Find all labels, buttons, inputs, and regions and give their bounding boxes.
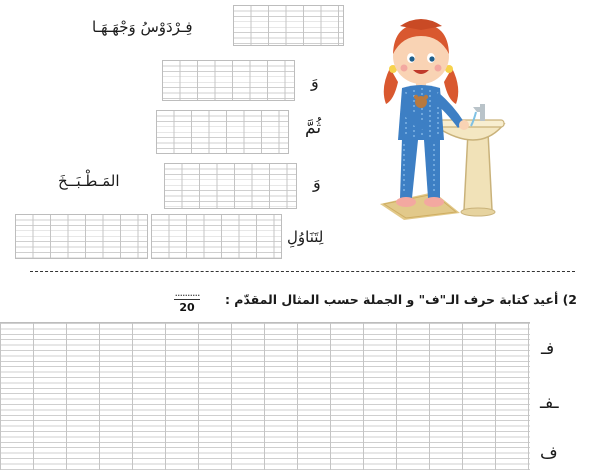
- practice-letter-final: ف: [540, 443, 558, 463]
- practice-letter-medial: ـفـ: [540, 393, 559, 413]
- sentence-word-6: لِتَنَاوُلِ: [287, 228, 324, 246]
- writing-grid-2[interactable]: [162, 60, 295, 101]
- writing-grid-1[interactable]: [233, 5, 344, 46]
- sentence-word-5: المَـطْـبَــخَ: [58, 172, 120, 190]
- question-2-title: 2) أعيد كتابة حرف الـ"ف" و الجملة حسب المثال المقدّم :: [224, 292, 577, 307]
- writing-grid-3[interactable]: [156, 110, 289, 154]
- writing-grid-5b[interactable]: [151, 214, 282, 259]
- sentence-word-1: فِـرْدَوْسُ وَجْهَـهَـا: [92, 18, 193, 36]
- sentence-word-3: ثُمَّ: [305, 118, 322, 138]
- writing-grid-4[interactable]: [164, 163, 297, 209]
- girl-washing-hands-icon: [376, 8, 506, 220]
- practice-letter-initial: فـ: [541, 339, 555, 359]
- section-divider: [30, 271, 575, 272]
- score-fraction: [172, 287, 202, 317]
- sentence-word-4: وَ: [313, 173, 321, 192]
- score-total: 20: [179, 301, 195, 314]
- score-dots: ..........: [174, 286, 200, 299]
- sentence-word-2: وَ: [311, 72, 319, 91]
- writing-grid-5a[interactable]: [15, 214, 148, 259]
- practice-writing-grid[interactable]: [0, 322, 530, 470]
- score-bar: [174, 299, 200, 300]
